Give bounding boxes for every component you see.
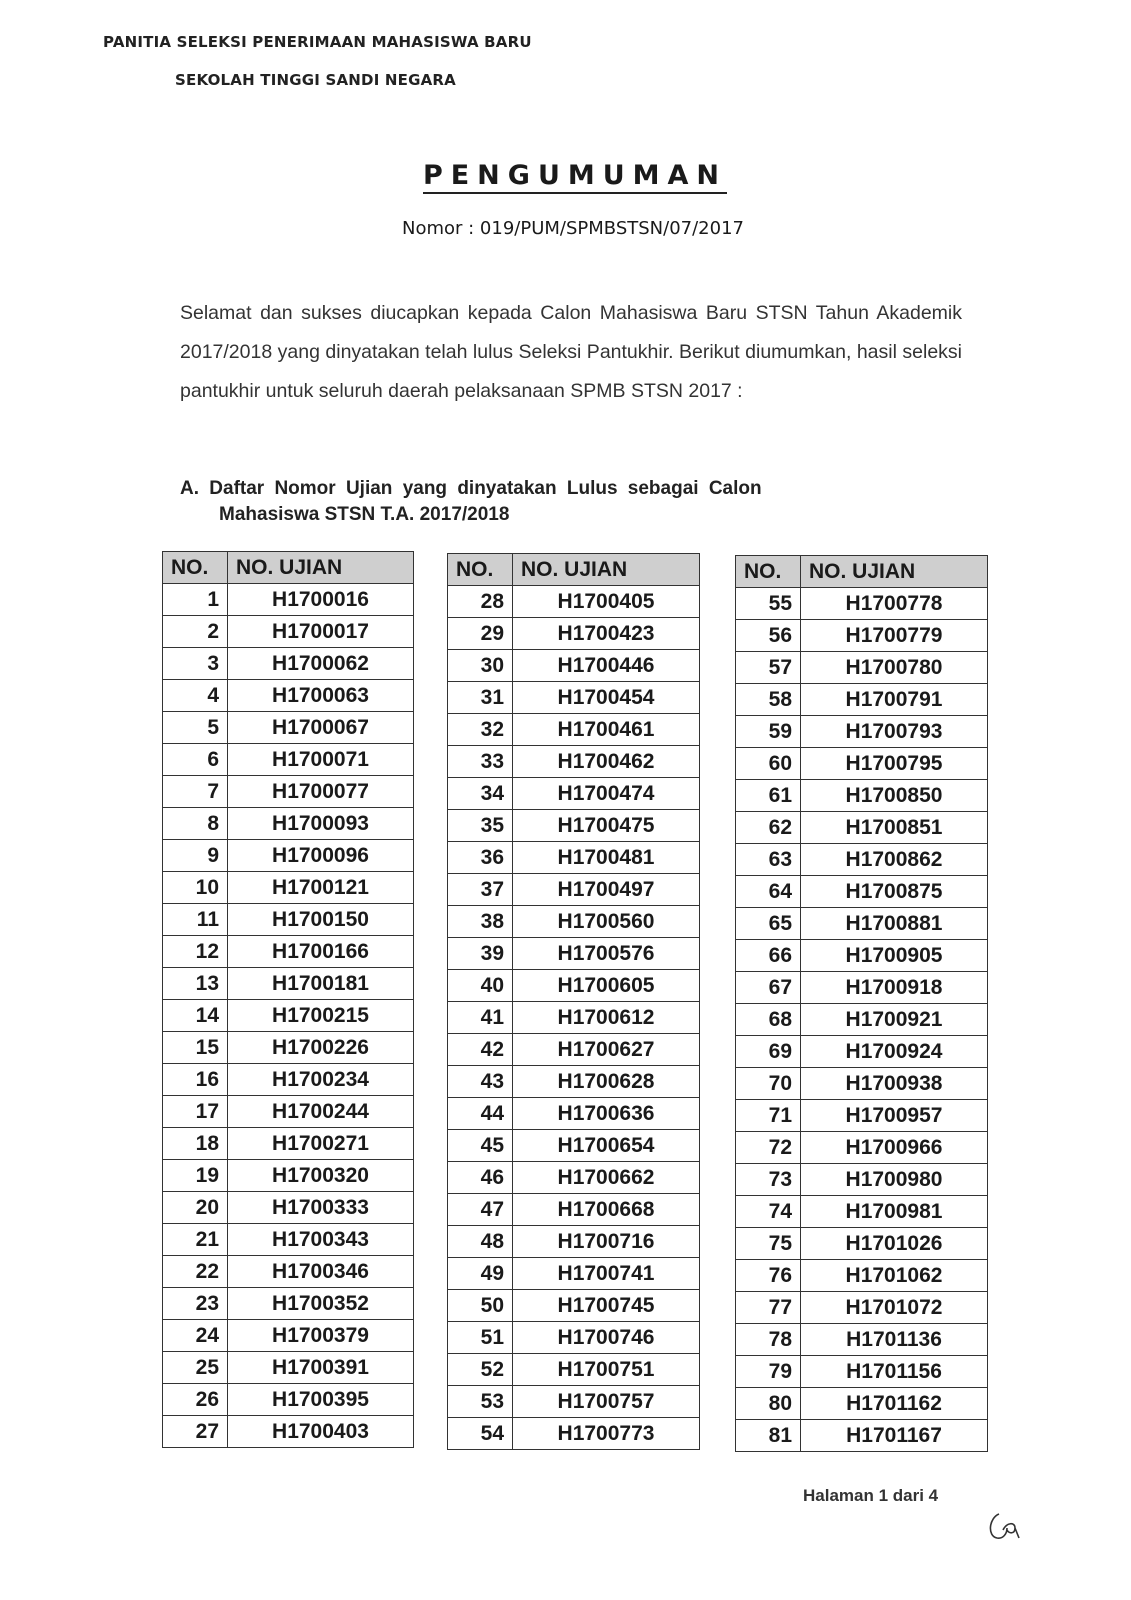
table-row <box>448 682 700 714</box>
header-no: NO. <box>163 552 228 584</box>
row-number: 69 <box>736 1036 801 1068</box>
exam-number: H1700181 <box>228 968 414 1000</box>
row-number: 47 <box>448 1194 513 1226</box>
exam-number: H1700446 <box>513 650 700 682</box>
table-row <box>736 908 988 940</box>
table-row <box>736 1100 988 1132</box>
exam-number: H1700924 <box>801 1036 988 1068</box>
row-number: 14 <box>163 1000 228 1032</box>
exam-number: H1700475 <box>513 810 700 842</box>
table-row <box>736 876 988 908</box>
row-number: 11 <box>163 904 228 936</box>
row-number: 45 <box>448 1130 513 1162</box>
exam-number: H1701156 <box>801 1356 988 1388</box>
exam-number: H1700474 <box>513 778 700 810</box>
row-number: 35 <box>448 810 513 842</box>
table-row <box>163 872 414 904</box>
row-number: 37 <box>448 874 513 906</box>
exam-number: H1700757 <box>513 1386 700 1418</box>
table-row <box>163 680 414 712</box>
row-number: 30 <box>448 650 513 682</box>
exam-number: H1700981 <box>801 1196 988 1228</box>
exam-number: H1700234 <box>228 1064 414 1096</box>
table-row <box>736 1324 988 1356</box>
row-number: 18 <box>163 1128 228 1160</box>
exam-number: H1700628 <box>513 1066 700 1098</box>
row-number: 58 <box>736 684 801 716</box>
row-number: 17 <box>163 1096 228 1128</box>
row-number: 15 <box>163 1032 228 1064</box>
exam-number: H1700352 <box>228 1288 414 1320</box>
table-row <box>736 716 988 748</box>
table-row <box>736 1132 988 1164</box>
row-number: 57 <box>736 652 801 684</box>
exam-number: H1700121 <box>228 872 414 904</box>
exam-number: H1700627 <box>513 1034 700 1066</box>
row-number: 53 <box>448 1386 513 1418</box>
row-number: 10 <box>163 872 228 904</box>
results-table-1 <box>162 551 414 1448</box>
row-number: 12 <box>163 936 228 968</box>
table-row <box>448 746 700 778</box>
table-row <box>448 970 700 1002</box>
exam-number: H1700850 <box>801 780 988 812</box>
exam-number: H1700773 <box>513 1418 700 1450</box>
exam-number: H1701162 <box>801 1388 988 1420</box>
table-header-row <box>448 554 700 586</box>
table-row <box>448 586 700 618</box>
exam-number: H1701136 <box>801 1324 988 1356</box>
section-a-line1: A. Daftar Nomor Ujian yang dinyatakan Lulus sebagai Calon <box>180 478 762 499</box>
table-row <box>448 1290 700 1322</box>
row-number: 54 <box>448 1418 513 1450</box>
row-number: 25 <box>163 1352 228 1384</box>
row-number: 52 <box>448 1354 513 1386</box>
table-row <box>163 1384 414 1416</box>
exam-number: H1700966 <box>801 1132 988 1164</box>
row-number: 21 <box>163 1224 228 1256</box>
section-a-heading <box>180 476 762 528</box>
row-number: 66 <box>736 940 801 972</box>
exam-number: H1701072 <box>801 1292 988 1324</box>
row-number: 24 <box>163 1320 228 1352</box>
row-number: 38 <box>448 906 513 938</box>
row-number: 50 <box>448 1290 513 1322</box>
row-number: 16 <box>163 1064 228 1096</box>
table-row <box>736 812 988 844</box>
exam-number: H1700921 <box>801 1004 988 1036</box>
exam-number: H1700793 <box>801 716 988 748</box>
signature-initial-icon <box>985 1508 1025 1549</box>
row-number: 32 <box>448 714 513 746</box>
table-row <box>163 1352 414 1384</box>
row-number: 29 <box>448 618 513 650</box>
row-number: 61 <box>736 780 801 812</box>
table-row <box>736 1196 988 1228</box>
exam-number: H1700862 <box>801 844 988 876</box>
table-row <box>736 1164 988 1196</box>
table-row <box>736 780 988 812</box>
row-number: 39 <box>448 938 513 970</box>
table-row <box>163 1096 414 1128</box>
row-number: 23 <box>163 1288 228 1320</box>
table-row <box>163 1000 414 1032</box>
exam-number: H1700662 <box>513 1162 700 1194</box>
row-number: 76 <box>736 1260 801 1292</box>
table-row <box>448 1002 700 1034</box>
exam-number: H1700980 <box>801 1164 988 1196</box>
table-row <box>163 1256 414 1288</box>
exam-number: H1700875 <box>801 876 988 908</box>
table-row <box>163 968 414 1000</box>
results-table-3 <box>735 555 988 1452</box>
exam-number: H1700215 <box>228 1000 414 1032</box>
row-number: 33 <box>448 746 513 778</box>
row-number: 78 <box>736 1324 801 1356</box>
intro-paragraph: Selamat dan sukses diucapkan kepada Calon Mahasiswa Baru STSN Tahun Akademik 2017/2018 yang dinyatakan telah lulus Seleksi Pantukhir. Berikut diumumkan, hasil seleksi pantukhir untuk seluruh daerah pelaksanaan SPMB STSN 2017 : <box>180 302 962 402</box>
table-row <box>448 1066 700 1098</box>
table-row <box>736 1004 988 1036</box>
exam-number: H1700751 <box>513 1354 700 1386</box>
exam-number: H1700881 <box>801 908 988 940</box>
table-row <box>163 648 414 680</box>
exam-number: H1700779 <box>801 620 988 652</box>
table-row <box>448 1322 700 1354</box>
exam-number: H1700071 <box>228 744 414 776</box>
table-row <box>448 1130 700 1162</box>
exam-number: H1700226 <box>228 1032 414 1064</box>
exam-number: H1700454 <box>513 682 700 714</box>
table-header-row <box>736 556 988 588</box>
table-row <box>163 1416 414 1448</box>
table-row <box>736 620 988 652</box>
row-number: 34 <box>448 778 513 810</box>
exam-number: H1700668 <box>513 1194 700 1226</box>
exam-number: H1701062 <box>801 1260 988 1292</box>
row-number: 46 <box>448 1162 513 1194</box>
table-row <box>163 1192 414 1224</box>
exam-number: H1700150 <box>228 904 414 936</box>
table-row <box>163 1224 414 1256</box>
table-row <box>736 1388 988 1420</box>
exam-number: H1700063 <box>228 680 414 712</box>
row-number: 27 <box>163 1416 228 1448</box>
exam-number: H1700017 <box>228 616 414 648</box>
page-number: Halaman 1 dari 4 <box>803 1486 939 1505</box>
row-number: 64 <box>736 876 801 908</box>
exam-number: H1700918 <box>801 972 988 1004</box>
table-row <box>448 778 700 810</box>
row-number: 36 <box>448 842 513 874</box>
row-number: 13 <box>163 968 228 1000</box>
row-number: 3 <box>163 648 228 680</box>
exam-number: H1700333 <box>228 1192 414 1224</box>
row-number: 56 <box>736 620 801 652</box>
table-row <box>448 1386 700 1418</box>
table-row <box>736 1420 988 1452</box>
table-header-row <box>163 552 414 584</box>
section-a-line2: Mahasiswa STSN T.A. 2017/2018 <box>219 504 510 525</box>
table-row <box>163 1128 414 1160</box>
table-row <box>448 874 700 906</box>
exam-number: H1700716 <box>513 1226 700 1258</box>
table-row <box>448 938 700 970</box>
table-row <box>448 1194 700 1226</box>
row-number: 77 <box>736 1292 801 1324</box>
exam-number: H1700271 <box>228 1128 414 1160</box>
row-number: 26 <box>163 1384 228 1416</box>
row-number: 60 <box>736 748 801 780</box>
table-row <box>448 1162 700 1194</box>
row-number: 5 <box>163 712 228 744</box>
exam-number: H1700497 <box>513 874 700 906</box>
row-number: 63 <box>736 844 801 876</box>
table-row <box>163 1160 414 1192</box>
table-row <box>163 1032 414 1064</box>
table-row <box>448 714 700 746</box>
row-number: 42 <box>448 1034 513 1066</box>
exam-number: H1700320 <box>228 1160 414 1192</box>
table-row <box>163 936 414 968</box>
table-row <box>448 618 700 650</box>
row-number: 73 <box>736 1164 801 1196</box>
table-row <box>448 650 700 682</box>
table-row <box>736 748 988 780</box>
table-row <box>736 684 988 716</box>
exam-number: H1700636 <box>513 1098 700 1130</box>
table-row <box>448 1258 700 1290</box>
row-number: 22 <box>163 1256 228 1288</box>
row-number: 48 <box>448 1226 513 1258</box>
exam-number: H1700379 <box>228 1320 414 1352</box>
row-number: 43 <box>448 1066 513 1098</box>
table-row <box>736 652 988 684</box>
row-number: 40 <box>448 970 513 1002</box>
table-row <box>163 744 414 776</box>
row-number: 68 <box>736 1004 801 1036</box>
exam-number: H1700403 <box>228 1416 414 1448</box>
row-number: 49 <box>448 1258 513 1290</box>
row-number: 65 <box>736 908 801 940</box>
table-row <box>736 1036 988 1068</box>
row-number: 62 <box>736 812 801 844</box>
row-number: 59 <box>736 716 801 748</box>
header-no: NO. <box>448 554 513 586</box>
exam-number: H1700405 <box>513 586 700 618</box>
row-number: 72 <box>736 1132 801 1164</box>
results-table-2 <box>447 553 700 1450</box>
exam-number: H1700461 <box>513 714 700 746</box>
table-row <box>736 1260 988 1292</box>
org-name-line2: SEKOLAH TINGGI SANDI NEGARA <box>175 71 456 89</box>
header-no: NO. <box>736 556 801 588</box>
exam-number: H1700346 <box>228 1256 414 1288</box>
exam-number: H1700605 <box>513 970 700 1002</box>
row-number: 74 <box>736 1196 801 1228</box>
table-row <box>736 1228 988 1260</box>
document-number: Nomor : 019/PUM/SPMBSTSN/07/2017 <box>402 218 744 239</box>
row-number: 67 <box>736 972 801 1004</box>
exam-number: H1701026 <box>801 1228 988 1260</box>
exam-number: H1700938 <box>801 1068 988 1100</box>
table-row <box>448 1418 700 1450</box>
row-number: 31 <box>448 682 513 714</box>
exam-number: H1700851 <box>801 812 988 844</box>
header-no-ujian: NO. UJIAN <box>801 556 988 588</box>
exam-number: H1700778 <box>801 588 988 620</box>
exam-number: H1700741 <box>513 1258 700 1290</box>
table-row <box>163 712 414 744</box>
row-number: 6 <box>163 744 228 776</box>
exam-number: H1700423 <box>513 618 700 650</box>
table-row <box>448 906 700 938</box>
table-row <box>448 1226 700 1258</box>
table-row <box>448 842 700 874</box>
exam-number: H1700746 <box>513 1322 700 1354</box>
table-row <box>163 1288 414 1320</box>
exam-number: H1700395 <box>228 1384 414 1416</box>
table-row <box>736 1068 988 1100</box>
table-row <box>163 1064 414 1096</box>
header-no-ujian: NO. UJIAN <box>513 554 700 586</box>
row-number: 7 <box>163 776 228 808</box>
table-row <box>163 904 414 936</box>
table-row <box>448 1354 700 1386</box>
table-row <box>448 1098 700 1130</box>
row-number: 51 <box>448 1322 513 1354</box>
row-number: 70 <box>736 1068 801 1100</box>
row-number: 4 <box>163 680 228 712</box>
table-row <box>163 1320 414 1352</box>
row-number: 79 <box>736 1356 801 1388</box>
exam-number: H1700244 <box>228 1096 414 1128</box>
table-row <box>448 810 700 842</box>
exam-number: H1700481 <box>513 842 700 874</box>
exam-number: H1700067 <box>228 712 414 744</box>
exam-number: H1700612 <box>513 1002 700 1034</box>
exam-number: H1700560 <box>513 906 700 938</box>
exam-number: H1700343 <box>228 1224 414 1256</box>
exam-number: H1700016 <box>228 584 414 616</box>
table-row <box>736 972 988 1004</box>
table-row <box>163 840 414 872</box>
row-number: 1 <box>163 584 228 616</box>
row-number: 75 <box>736 1228 801 1260</box>
table-row <box>448 1034 700 1066</box>
table-row <box>163 616 414 648</box>
row-number: 44 <box>448 1098 513 1130</box>
row-number: 71 <box>736 1100 801 1132</box>
row-number: 81 <box>736 1420 801 1452</box>
exam-number: H1700795 <box>801 748 988 780</box>
table-row <box>736 1292 988 1324</box>
exam-number: H1700166 <box>228 936 414 968</box>
row-number: 19 <box>163 1160 228 1192</box>
exam-number: H1700745 <box>513 1290 700 1322</box>
exam-number: H1700654 <box>513 1130 700 1162</box>
exam-number: H1700905 <box>801 940 988 972</box>
row-number: 80 <box>736 1388 801 1420</box>
header-no-ujian: NO. UJIAN <box>228 552 414 584</box>
exam-number: H1700062 <box>228 648 414 680</box>
exam-number: H1700096 <box>228 840 414 872</box>
row-number: 28 <box>448 586 513 618</box>
row-number: 2 <box>163 616 228 648</box>
exam-number: H1700391 <box>228 1352 414 1384</box>
table-row <box>163 584 414 616</box>
exam-number: H1700957 <box>801 1100 988 1132</box>
org-name-line1: PANITIA SELEKSI PENERIMAAN MAHASISWA BARU <box>103 33 532 51</box>
exam-number: H1701167 <box>801 1420 988 1452</box>
row-number: 8 <box>163 808 228 840</box>
row-number: 9 <box>163 840 228 872</box>
row-number: 20 <box>163 1192 228 1224</box>
exam-number: H1700791 <box>801 684 988 716</box>
exam-number: H1700462 <box>513 746 700 778</box>
exam-number: H1700093 <box>228 808 414 840</box>
table-row <box>736 1356 988 1388</box>
table-row <box>163 808 414 840</box>
document-title-text: PENGUMUMAN <box>423 160 727 194</box>
table-row <box>736 588 988 620</box>
document-title <box>0 160 1131 191</box>
exam-number: H1700780 <box>801 652 988 684</box>
row-number: 55 <box>736 588 801 620</box>
exam-number: H1700576 <box>513 938 700 970</box>
table-row <box>736 940 988 972</box>
table-row <box>163 776 414 808</box>
row-number: 41 <box>448 1002 513 1034</box>
exam-number: H1700077 <box>228 776 414 808</box>
table-row <box>736 844 988 876</box>
